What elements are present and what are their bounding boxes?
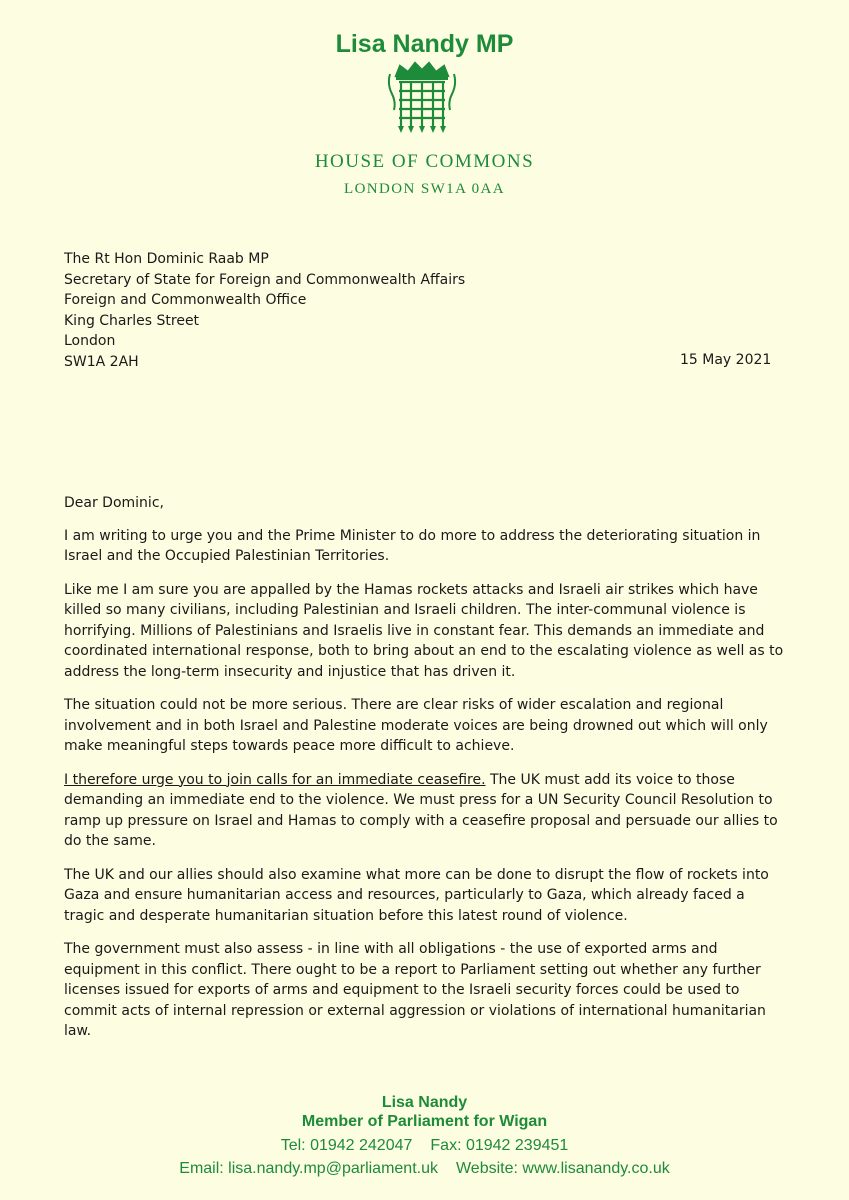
footer-role: Member of Parliament for Wigan — [301, 1113, 548, 1130]
paragraph: The UK and our allies should also examine what more can be done to disrupt the flow of rockets into Gaza and ensure humanitarian access and resources, particularly to Gaza, which already faced a tragic and desperate humanitarian situation before this latest round of violence. — [64, 866, 769, 924]
recipient-line: Foreign and Commonwealth Office — [64, 292, 307, 309]
paragraph-continuation: The UK must add its voice to those demanding an immediate end to the violence. We must press for a UN Security Council Resolution to ramp up pressure on Israel and Hamas to comply with a ceasefire proposal and persuade our allies to do the same. — [64, 771, 778, 849]
salutation: Dear Dominic, — [64, 495, 164, 511]
recipient-address — [64, 249, 465, 373]
recipient-line: Secretary of State for Foreign and Commonwealth Affairs — [64, 271, 466, 288]
ceasefire-call: I therefore urge you to join calls for an immediate ceasefire. — [64, 771, 486, 788]
footer-fax: Fax: 01942 239451 — [430, 1137, 569, 1154]
letter-body — [64, 493, 786, 1055]
footer-email[interactable]: Email: lisa.nandy.mp@parliament.uk — [179, 1160, 438, 1177]
recipient-line: London — [64, 333, 116, 350]
paragraph: Like me I am sure you are appalled by the Hamas rockets attacks and Israeli air strikes which have killed so many civilians, including Palestinian and Israeli children. The inter-communal violence is horrifying. Millions of Palestinians and Israelis live in constant fear. This demands an immediate and coordinated international response, both to bring about an end to the escalating violence as well as to address the long-term insecurity and injustice that has driven it. — [64, 581, 784, 680]
letterhead-house: HOUSE OF COMMONS — [314, 151, 535, 172]
paragraph — [64, 770, 786, 852]
recipient-line: SW1A 2AH — [64, 353, 139, 370]
footer — [0, 1093, 849, 1180]
letter-date: 15 May 2021 — [680, 352, 772, 368]
paragraph: I am writing to urge you and the Prime Minister to do more to address the deteriorating situation in Israel and the Occupied Palestinian Territories. — [64, 527, 761, 564]
footer-website[interactable]: Website: www.lisanandy.co.uk — [455, 1160, 670, 1177]
footer-tel: Tel: 01942 242047 — [280, 1137, 413, 1154]
letterhead-mp-name: Lisa Nandy MP — [335, 30, 514, 58]
paragraph: The government must also assess - in line with all obligations - the use of exported arms and equipment in this conflict. There ought to be a report to Parliament setting out whether any further licenses issued for exports of arms and equipment to the Israeli security forces could be used to commit acts of internal repression or external aggression or violations of international humanitarian law. — [64, 941, 766, 1039]
recipient-line: King Charles Street — [64, 312, 200, 329]
letterhead-address: LONDON SW1A 0AA — [344, 181, 505, 197]
footer-contact-line — [0, 1158, 849, 1180]
footer-phone-line — [0, 1133, 849, 1158]
recipient-line: The Rt Hon Dominic Raab MP — [64, 251, 269, 267]
portcullis-icon — [386, 60, 458, 134]
footer-name: Lisa Nandy — [381, 1094, 468, 1111]
paragraph: The situation could not be more serious. There are clear risks of wider escalation and regional involvement and in both Israel and Palestine moderate voices are being drowned out which will only make meaningful steps towards peace more difficult to achieve. — [64, 697, 768, 754]
